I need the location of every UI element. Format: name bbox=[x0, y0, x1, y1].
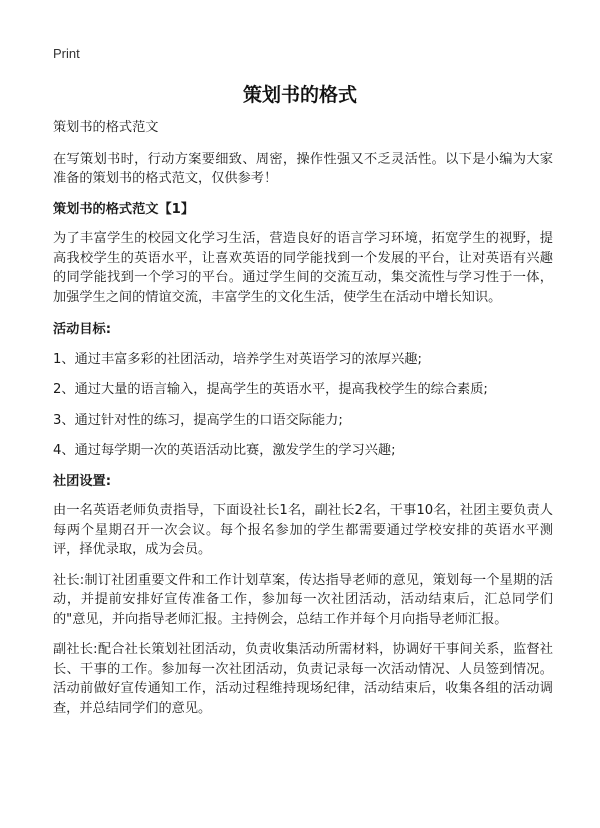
intro-paragraph: 在写策划书时，行动方案要细致、周密，操作性强又不乏灵活性。以下是小编为大家准备的策划书的格式范文，仅供参考！ bbox=[53, 151, 553, 186]
article-subtitle: 策划书的格式范文 bbox=[53, 120, 159, 135]
vice-president-paragraph: 副社长:配合社长策划社团活动，负责收集活动所需材料，协调好干事间关系，监督社长、干事的工作。参加每一次社团活动，负责记录每一次活动情况、人员签到情况。活动前做好宣传通知工作，活动过程维持现场纪律，活动结束后，收集各组的活动调查，并总结同学们的意见。 bbox=[53, 642, 553, 716]
club-heading: 社团设置: bbox=[53, 473, 112, 489]
goals-heading: 活动目标: bbox=[53, 322, 112, 337]
section1-paragraph: 为了丰富学生的校园文化学习生活，营造良好的语言学习环境，拓宽学生的视野，提高我校学生的英语水平，让喜欢英语的同学能找到一个发展的平台，让对英语有兴趣的同学能找到一个学习的平台。通过学生间的交流互动，集交流性与学习性于一体，加强学生之间的情谊交流，丰富学生的文化生活，使学生在活动中增长知识。 bbox=[53, 231, 553, 305]
page-title: 策划书的格式 bbox=[242, 84, 357, 106]
goal-item-3: 3、通过针对性的练习，提高学生的口语交际能力; bbox=[53, 412, 343, 428]
goal-item-4: 4、通过每学期一次的英语活动比赛，激发学生的学习兴趣; bbox=[53, 443, 396, 458]
goal-item-1: 1、通过丰富多彩的社团活动，培养学生对英语学习的浓厚兴趣; bbox=[53, 351, 422, 367]
article-body bbox=[53, 118, 553, 729]
goal-item-2: 2、通过大量的语言输入，提高学生的英语水平，提高我校学生的综合素质; bbox=[53, 382, 488, 397]
section1-heading: 策划书的格式范文【1】 bbox=[53, 201, 195, 217]
president-paragraph: 社长:制订社团重要文件和工作计划草案，传达指导老师的意见，策划每一个星期的活动，并提前安排好宣传准备工作，参加每一次社团活动，活动结束后，汇总同学们的"意见，并向指导老师汇报。主持例会，总结工作并每个月向指导老师汇报。 bbox=[53, 572, 553, 627]
club-paragraph: 由一名英语老师负责指导，下面设社长1名，副社长2名，干事10名，社团主要负责人每两个星期召开一次会议。每个报名参加的学生都需要通过学校安排的英语水平测评，择优录取，成为会员。 bbox=[53, 503, 553, 557]
print-link[interactable]: Print bbox=[53, 46, 80, 61]
